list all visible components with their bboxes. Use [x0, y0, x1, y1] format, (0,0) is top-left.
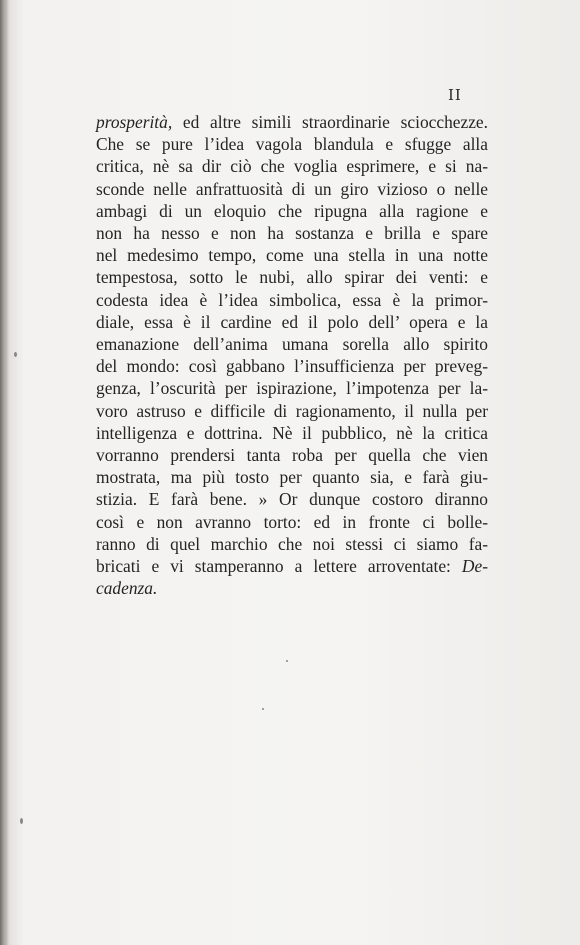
- text-segment: Che se pure l’idea vagola blandula e sfugge alla: [96, 134, 488, 155]
- text-segment: nel medesimo tempo, come una stella in una notte: [96, 245, 488, 266]
- text-line: [96, 155, 488, 177]
- text-segment: sconde nelle anfrattuosità di un giro vizioso o nelle: [96, 178, 488, 199]
- text-segment: emanazione dell’anima umana sorella allo spirito: [96, 334, 488, 355]
- text-segment: del mondo: così gabbano l’insufficienza per preveg-: [96, 356, 488, 377]
- text-line: [96, 200, 488, 222]
- text-segment: voro astruso e difficile di ragionamento, il nulla per: [96, 400, 488, 421]
- text-line: [96, 577, 488, 599]
- text-segment: stizia. E farà bene. » Or dunque costoro diranno: [96, 489, 488, 510]
- text-segment: intelligenza e dottrina. Nè il pubblico, nè la critica: [96, 422, 488, 443]
- text-segment: non ha nesso e non ha sostanza e brilla e spare: [96, 223, 488, 244]
- text-segment: così e non avranno torto: ed in fronte ci bolle-: [96, 511, 488, 532]
- text-line: [96, 466, 488, 488]
- text-segment: critica, nè sa dir ciò che voglia esprimere, e si na-: [96, 156, 488, 177]
- text-line: [96, 111, 488, 133]
- text-segment: cadenza.: [96, 578, 158, 599]
- body-text: [96, 111, 488, 599]
- text-segment: prosperità,: [96, 112, 173, 132]
- text-segment: mostrata, ma più tosto per quanto sia, e farà giu-: [96, 467, 488, 488]
- text-line: [96, 533, 488, 555]
- text-line: [96, 266, 488, 288]
- text-segment: bricati e vi stamperanno a lettere arroventate:: [96, 556, 462, 577]
- text-line: [96, 422, 488, 444]
- text-line: [96, 333, 488, 355]
- text-segment: ambagi di un eloquio che ripugna alla ragione e: [96, 200, 488, 221]
- text-segment: diale, essa è il cardine ed il polo dell’ opera e la: [96, 311, 488, 332]
- text-line: [96, 377, 488, 399]
- text-segment: codesta idea è l’idea simbolica, essa è la primor-: [96, 289, 488, 310]
- text-line: [96, 555, 488, 577]
- text-line: [96, 444, 488, 466]
- text-line: [96, 400, 488, 422]
- text-line: [96, 355, 488, 377]
- text-segment: ranno di quel marchio che noi stessi ci siamo fa-: [96, 533, 488, 554]
- text-line: [96, 311, 488, 333]
- text-line: [96, 222, 488, 244]
- text-line: [96, 178, 488, 200]
- text-segment: genza, l’oscurità per ispirazione, l’impotenza per la-: [96, 378, 488, 399]
- text-segment: ed altre simili straordinarie sciocchezze.: [172, 112, 488, 132]
- text-segment: tempestosa, sotto le nubi, allo spirar dei venti: e: [96, 267, 488, 288]
- text-line: [96, 133, 488, 155]
- text-segment: De-: [461, 556, 488, 577]
- text-line: [96, 244, 488, 266]
- text-segment: vorranno prendersi tanta roba per quella che vien: [96, 445, 488, 466]
- text-line: [96, 488, 488, 510]
- text-line: [96, 289, 488, 311]
- text-line: [96, 511, 488, 533]
- page-number: II: [448, 86, 462, 104]
- binding-edge: [0, 0, 9, 945]
